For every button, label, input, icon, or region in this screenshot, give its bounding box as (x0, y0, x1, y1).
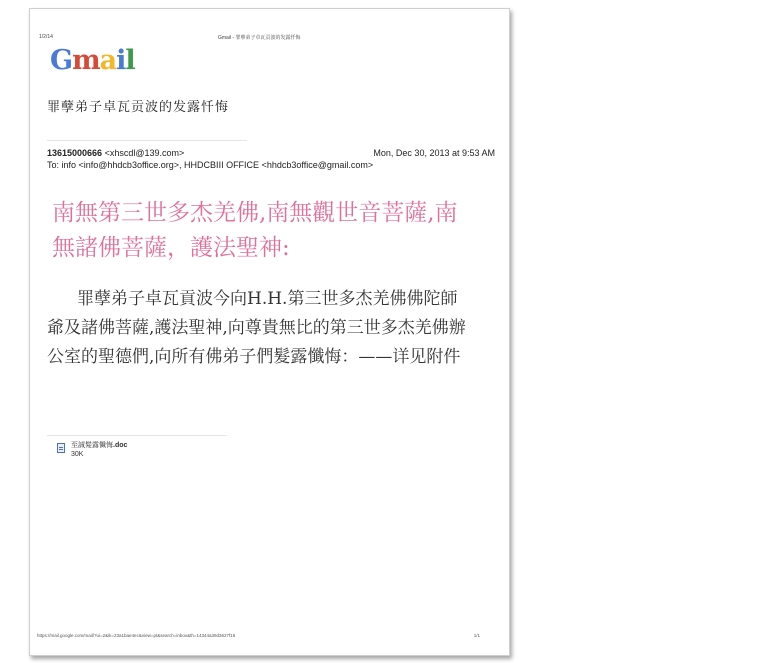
logo-letter: m (72, 45, 100, 76)
logo-letter: G (50, 45, 73, 76)
attachment-ext: .doc (113, 442, 128, 449)
logo-letter: l (125, 45, 135, 76)
logo-letter: i (116, 45, 126, 76)
footer-page-number: 1/1 (473, 633, 480, 638)
attachment-name[interactable]: 至誠髮露懺悔 (71, 442, 113, 449)
sender-line (47, 148, 502, 158)
recipients: To: info <info@hhdcb3office.org>, HHDCBIII OFFICE <hhdcb3office@gmail.com> (47, 160, 374, 170)
sender-email: <xhscdl@139.com> (104, 148, 185, 158)
document-icon (57, 443, 65, 453)
footer-url: https://mail.google.com/mail/?ui=2&ik=23a1bae4ec&view=pt&search=inbox&th=14344a39d3627f16 (37, 633, 236, 638)
email-date: Mon, Dec 30, 2013 at 9:53 AM (373, 148, 495, 158)
sender-phone: 13615000666 (47, 148, 103, 158)
printed-page (29, 8, 510, 656)
invocation-text: 南無第三世多杰羌佛,南無觀世音菩薩,南無諸佛菩薩，護法聖神: (52, 200, 458, 261)
print-title: Gmail - 罪孽弟子卓瓦贡波的发露忏悔 (218, 35, 301, 41)
print-date: 1/2/14 (39, 34, 53, 40)
attachment-info (71, 441, 127, 459)
email-subject: 罪孽弟子卓瓦贡波的发露忏悔 (47, 99, 230, 114)
email-body: 罪孽弟子卓瓦貢波今向H.H.第三世多杰羌佛佛陀師爺及諸佛菩薩,護法聖神,向尊貴無比的第三世多杰羌佛辦公室的聖德們,向所有佛弟子們髮露懺悔：——详见附件 (47, 289, 466, 367)
attachment-size: 30K (71, 451, 84, 458)
divider (47, 435, 227, 436)
logo-letter: a (99, 45, 117, 76)
gmail-logo (50, 46, 135, 76)
divider (47, 140, 247, 141)
